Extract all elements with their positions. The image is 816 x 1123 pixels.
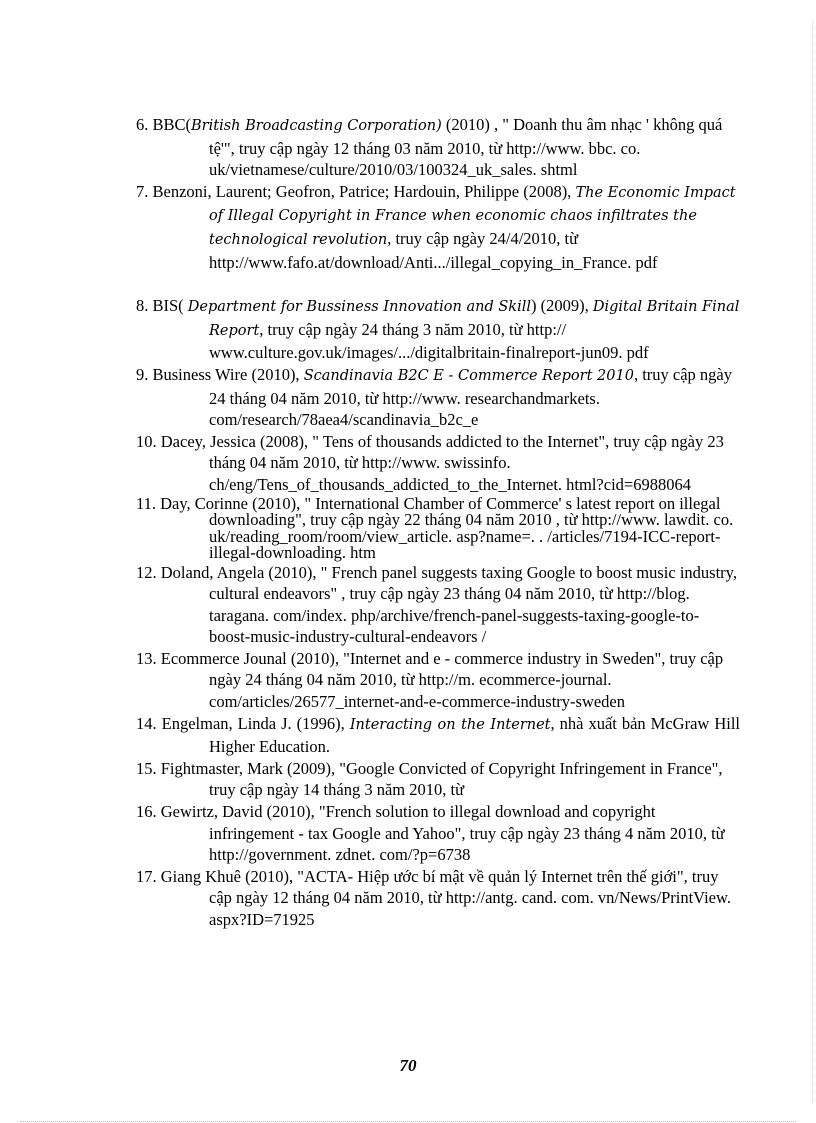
- reference-entry: [136, 181, 740, 273]
- reference-entry: [136, 493, 740, 562]
- reference-entry: [136, 114, 740, 181]
- reference-text: 9. Business Wire (2010),: [136, 364, 304, 384]
- reference-text: 17. Giang Khuê (2010), "ACTA- Hiệp ước bí mật về quản lý Internet trên thế giới", truy cập ngày 12 tháng 04 năm 2010, từ http://antg. cand. com. vn/News/PrintView. aspx?ID=71925: [136, 866, 731, 929]
- reference-text: 14. Engelman, Linda J. (1996),: [136, 713, 350, 733]
- reference-entry: [136, 648, 740, 713]
- reference-text: 15. Fightmaster, Mark (2009), "Google Convicted of Copyright Infringement in France", truy cập ngày 14 tháng 3 năm 2010, từ: [136, 758, 723, 800]
- reference-title-italic: Scandinavia B2C E - Commerce Report 2010: [303, 367, 634, 384]
- reference-text: , truy cập ngày 24 tháng 04 năm 2010, từ http://www. researchandmarkets. com/research/78aea4/scandinavia_b2c_e: [209, 364, 732, 430]
- reference-text: 13. Ecommerce Jounal (2010), "Internet and e - commerce industry in Sweden", truy cập ngày 24 tháng 04 năm 2010, từ http://m. ecommerce-journal. com/articles/26577_internet-and-e-commerce-industry-sweden: [136, 648, 724, 712]
- reference-text: 7. Benzoni, Laurent; Geofron, Patrice; Hardouin, Philippe (2008),: [136, 181, 576, 201]
- reference-text: 8. BIS(: [136, 296, 188, 316]
- reference-entry: [136, 295, 740, 364]
- reference-text: (2010) , " Doanh thu âm nhạc ' không quá tệ'", truy cập ngày 12 tháng 03 năm 2010, từ http://www. bbc. co. uk/vietnamese/culture/2010/03/100324_uk_sales. shtml: [209, 115, 723, 180]
- reference-entry: [136, 866, 740, 931]
- page-number: 70: [399, 1056, 417, 1075]
- reference-list: [136, 114, 740, 931]
- reference-text: ) (2009),: [530, 296, 593, 316]
- reference-entry: [136, 713, 740, 758]
- page-border-bottom: [20, 1121, 796, 1122]
- reference-text: 6. BBC(: [136, 115, 192, 134]
- reference-text: 10. Dacey, Jessica (2008), " Tens of thousands addicted to the Internet", truy cập ngày 23 tháng 04 năm 2010, từ http://www. swissinfo. ch/eng/Tens_of_thousands_addicted_to_the_Internet. html?cid=6988064: [136, 431, 724, 494]
- reference-entry: [136, 364, 740, 431]
- reference-title-italic: Department for Bussiness Innovation and Skill: [187, 299, 531, 316]
- reference-title-italic: The Economic Impact of Illegal Copyright in France when economic chaos infiltrates the technological revolution: [209, 184, 736, 248]
- page-border-right: [812, 20, 813, 1103]
- reference-text: 12. Doland, Angela (2010), " French panel suggests taxing Google to boost music industry, cultural endeavors" , truy cập ngày 23 tháng 04 năm 2010, từ http://blog. taragana. com/index. php/archive/french-panel-suggests-taxing-google-to-boost-music-industry-cultural-endeavors /: [136, 562, 737, 647]
- reference-title-italic: British Broadcasting Corporation): [191, 118, 442, 134]
- reference-entry: [136, 562, 740, 648]
- reference-text: , nhà xuất bản McGraw Hill Higher Education.: [209, 713, 740, 757]
- reference-entry: [136, 758, 740, 801]
- reference-title-italic: Digital Britain Final Report: [209, 299, 740, 339]
- reference-entry: [136, 801, 740, 866]
- reference-text: 16. Gewirtz, David (2010), "French solution to illegal download and copyright infringement - tax Google and Yahoo", truy cập ngày 23 tháng 4 năm 2010, từ http://government. zdnet. com/?p=6738: [136, 802, 725, 865]
- reference-text: 11. Day, Corinne (2010), " International Chamber of Commerce' s latest report on illegal downloading", truy cập ngày 22 tháng 04 năm 2010 , từ http://www. lawdit. co. uk/reading_room/room/view_article. asp?name=. . /articles/7194-ICC-report-illegal-downloading. htm: [136, 493, 734, 562]
- reference-entry: [136, 431, 740, 496]
- reference-title-italic: Interacting on the Internet: [349, 716, 551, 733]
- reference-text: , truy cập ngày 24/4/2010, từ http://www.fafo.at/download/Anti.../illegal_copying_in_France. pdf: [209, 228, 658, 272]
- reference-text: , truy cập ngày 24 tháng 3 năm 2010, từ http:// www.culture.gov.uk/images/.../digitalbritain-finalreport-jun09. pdf: [209, 319, 649, 363]
